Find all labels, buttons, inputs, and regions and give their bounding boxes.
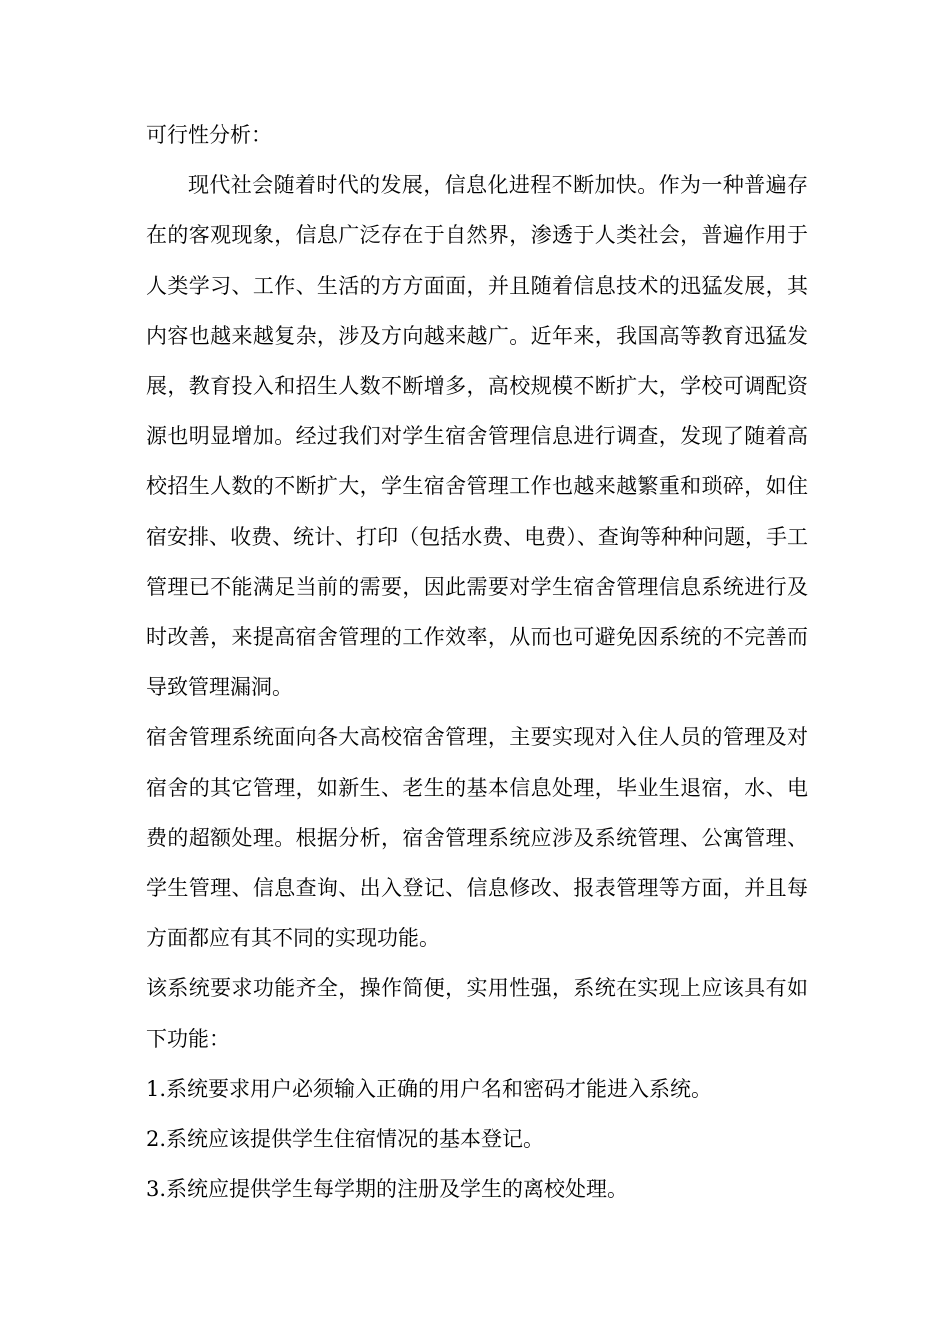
section-heading: 可行性分析： xyxy=(146,123,272,147)
list-item: 2.系统应该提供学生住宿情况的基本登记。 xyxy=(146,1127,545,1152)
paragraph-background: 现代社会随着时代的发展，信息化进程不断加快。作为一种普遍存在的客观现象，信息广泛存在于自然界，渗透于人类社会，普遍作用于人类学习、工作、生活的方方面面，并且随着信息技术的迅猛发展，其内容也越来越复杂，涉及方向越来越广。近年来，我国高等教育迅猛发展，教育投入和招生人数不断增多，高校规模不断扩大，学校可调配资源也明显增加。经过我们对学生宿舍管理信息进行调查，发现了随着高校招生人数的不断扩大，学生宿舍管理工作也越来越繁重和琐碎，如住宿安排、收费、统计、打印（包括水费、电费）、查询等种种问题，手工管理已不能满足当前的需要，因此需要对学生宿舍管理信息系统进行及时改善，来提高宿舍管理的工作效率，从而也可避免因系统的不完善而导致管理漏洞。 xyxy=(146,173,808,700)
list-item: 1.系统要求用户必须输入正确的用户名和密码才能进入系统。 xyxy=(146,1076,713,1101)
paragraph-requirements-intro: 该系统要求功能齐全，操作简便，实用性强，系统在实现上应该具有如下功能： xyxy=(146,976,808,1051)
list-item: 3.系统应提供学生每学期的注册及学生的离校处理。 xyxy=(146,1177,629,1202)
paragraph-system-scope: 宿舍管理系统面向各大高校宿舍管理，主要实现对入住人员的管理及对宿舍的其它管理，如新生、老生的基本信息处理，毕业生退宿，水、电费的超额处理。根据分析，宿舍管理系统应涉及系统管理、公寓管理、学生管理、信息查询、出入登记、信息修改、报表管理等方面，并且每方面都应有其不同的实现功能。 xyxy=(146,725,808,951)
document-body xyxy=(146,110,808,1214)
